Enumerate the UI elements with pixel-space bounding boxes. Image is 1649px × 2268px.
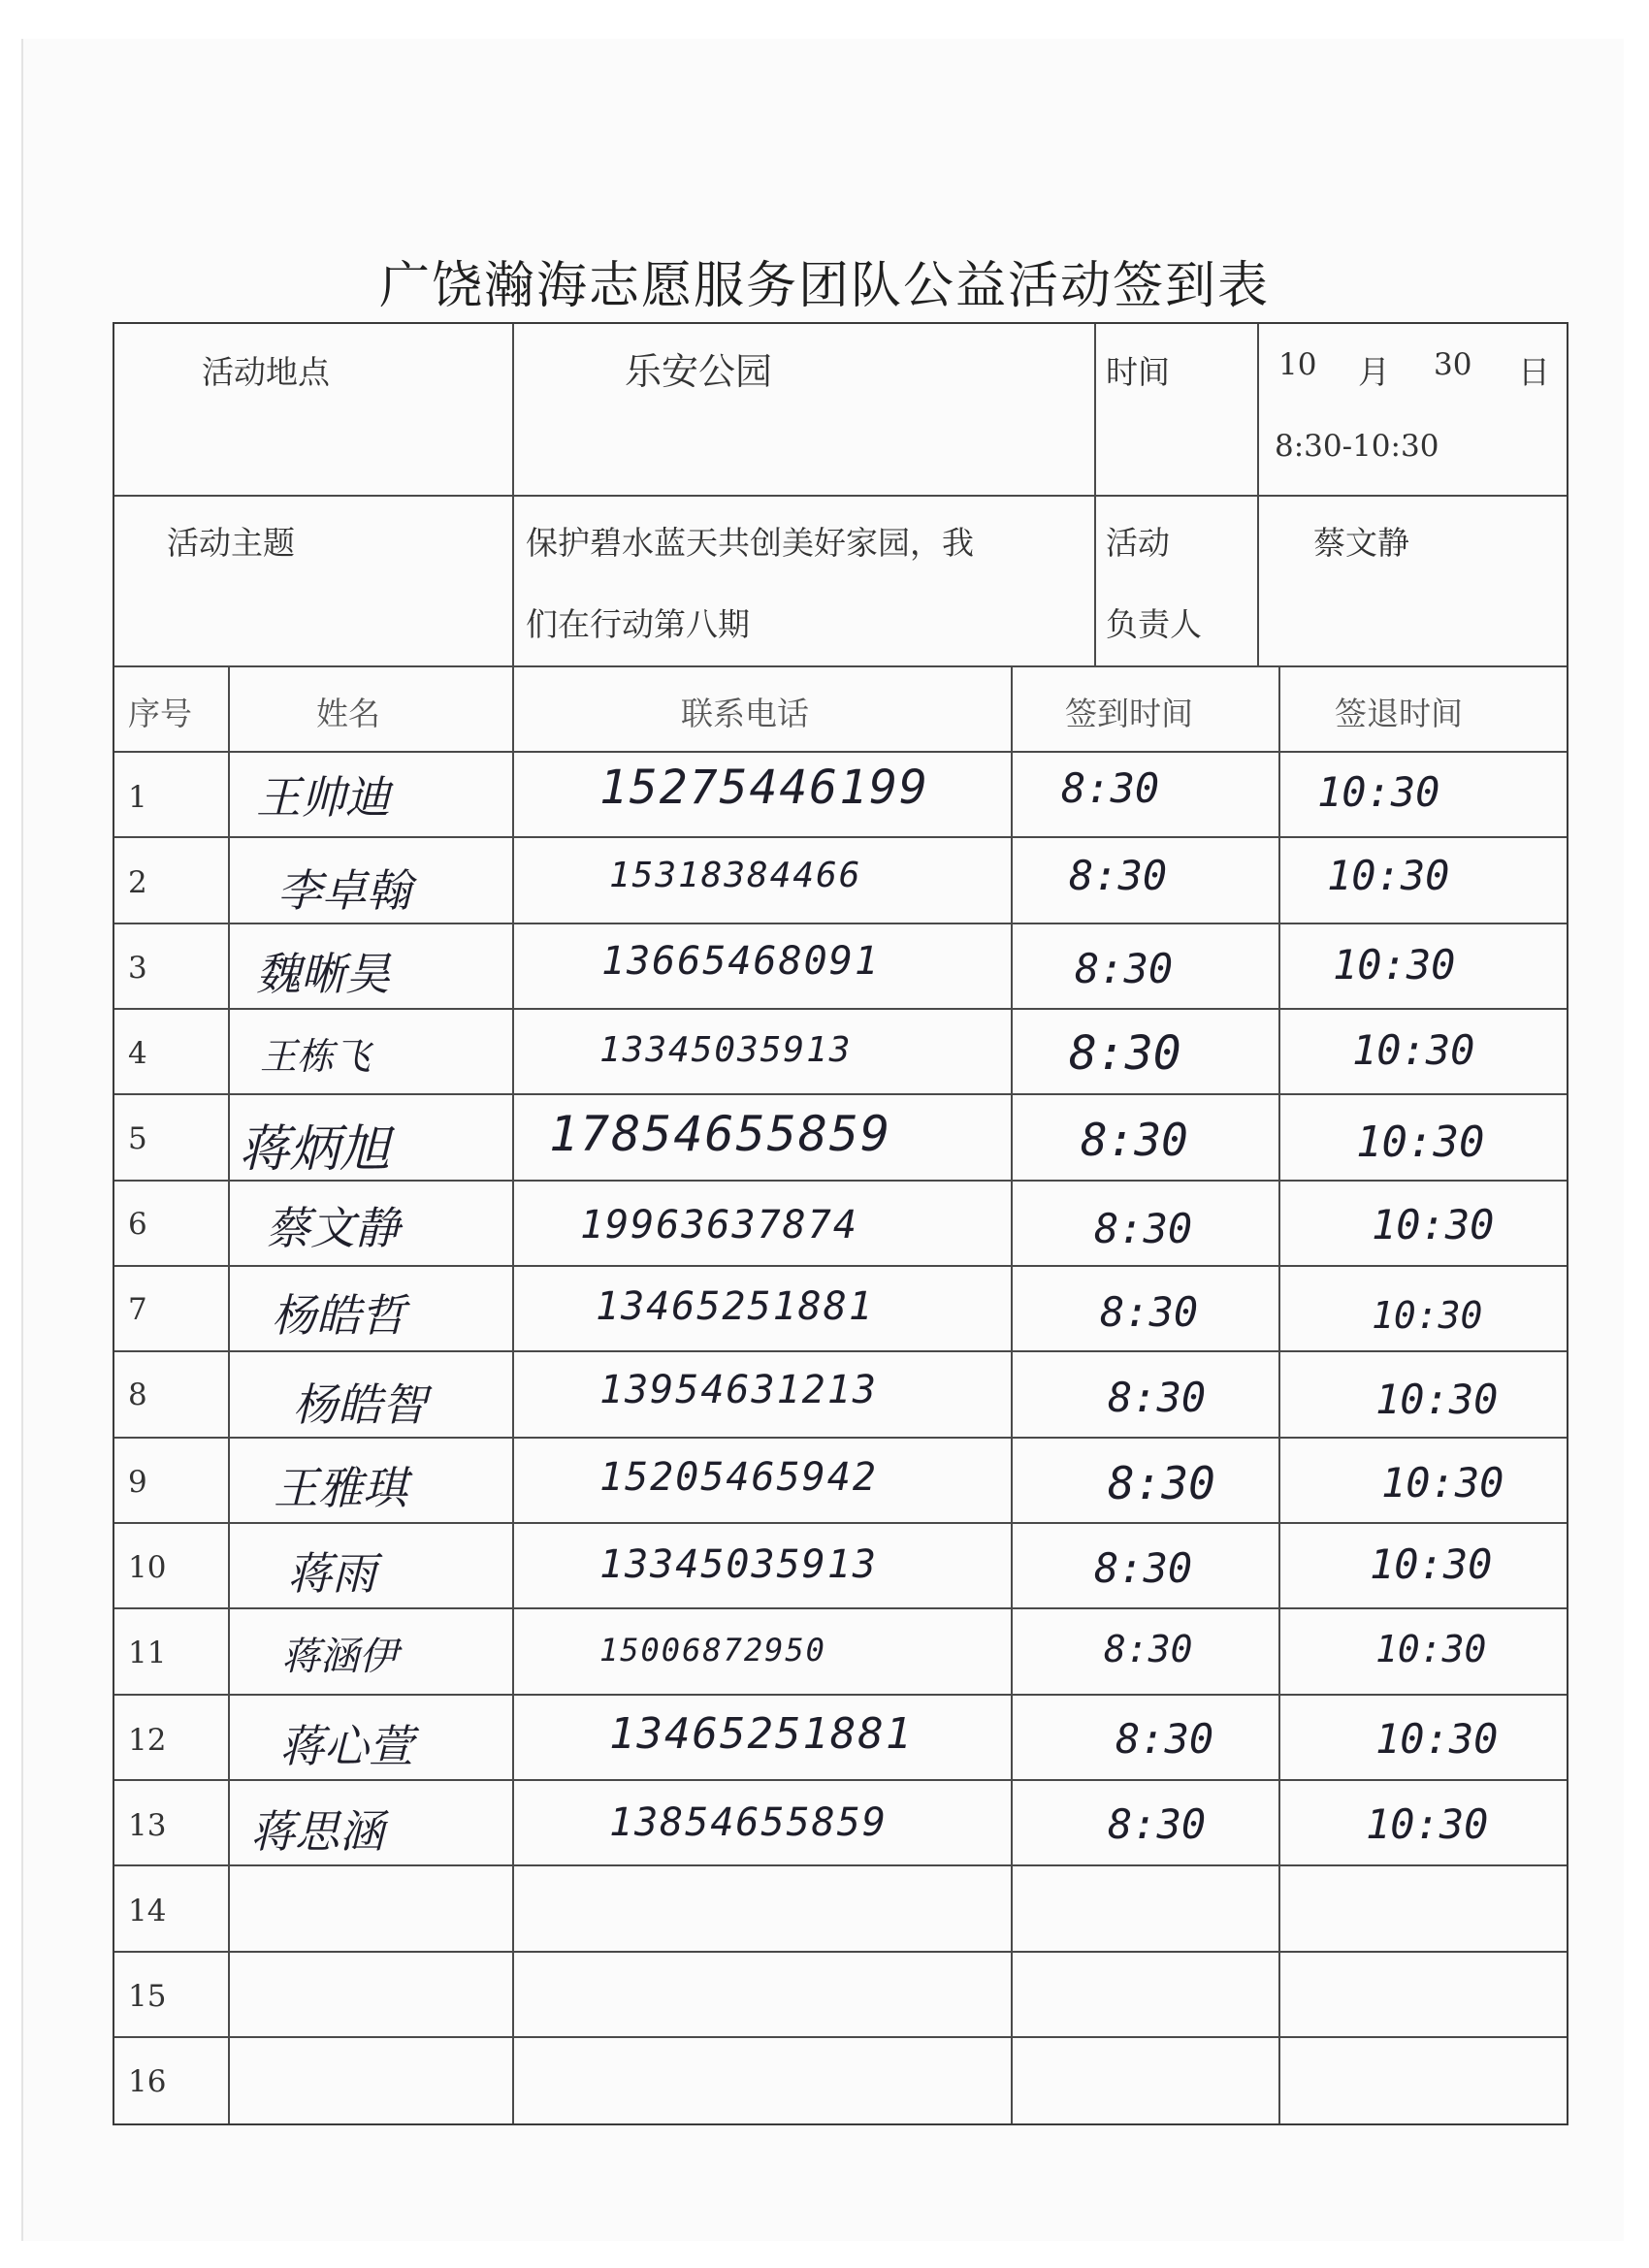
row-phone: 13665468091 (601, 939, 880, 984)
col-header-signin: 签到时间 (1065, 695, 1193, 732)
row-signin: 8:30 (1116, 1715, 1214, 1763)
row-signin: 8:30 (1100, 1288, 1199, 1336)
row-name: 蒋涵伊 (281, 1635, 398, 1679)
location-label: 活动地点 (202, 353, 330, 391)
row-number: 13 (128, 1808, 167, 1843)
rule-row (114, 1350, 1567, 1352)
rule-row (114, 1951, 1567, 1953)
row-signin: 8:30 (1069, 1026, 1181, 1081)
rule-row (114, 1607, 1567, 1609)
col-header-name: 姓名 (316, 695, 380, 732)
row-number: 15 (128, 1979, 167, 2014)
row-signin: 8:30 (1075, 945, 1174, 992)
rule-row (114, 836, 1567, 838)
rule-info-1 (114, 495, 1567, 497)
row-signout: 10:30 (1352, 1026, 1475, 1074)
rule-info-v1 (512, 324, 514, 665)
row-name: 王雅琪 (274, 1462, 407, 1514)
row-signout: 10:30 (1327, 852, 1450, 899)
rule-col-v3 (1011, 665, 1013, 2123)
row-name: 蒋雨 (287, 1547, 376, 1600)
rule-row (114, 1694, 1567, 1696)
row-phone: 13954631213 (599, 1368, 878, 1412)
row-number: 6 (128, 1207, 147, 1242)
rule-row (114, 1779, 1567, 1781)
row-name: 蔡文静 (266, 1202, 400, 1254)
col-header-index: 序号 (128, 695, 192, 732)
row-number: 11 (128, 1636, 167, 1670)
rule-row (114, 1437, 1567, 1439)
row-phone: 13345035913 (599, 1030, 853, 1070)
row-phone: 15275446199 (599, 761, 929, 815)
row-signout: 10:30 (1356, 1118, 1485, 1167)
row-signin: 8:30 (1108, 1374, 1207, 1421)
row-number: 8 (128, 1377, 147, 1412)
row-name: 李卓翰 (277, 864, 411, 917)
rule-col-v1 (228, 665, 230, 2123)
row-name: 蒋炳旭 (239, 1120, 391, 1179)
row-signout: 10:30 (1366, 1800, 1489, 1848)
time-label: 时间 (1106, 353, 1170, 391)
theme-line-1: 保护碧水蓝天共创美好家园，我 (526, 524, 974, 562)
col-header-phone: 联系电话 (681, 695, 809, 732)
row-name: 王帅迪 (256, 771, 390, 824)
row-signout: 10:30 (1372, 1201, 1495, 1248)
rule-info-2 (114, 665, 1567, 667)
row-name: 魏晰昊 (256, 948, 390, 1000)
row-signout: 10:30 (1372, 1294, 1483, 1337)
row-number: 7 (128, 1292, 147, 1327)
rule-col-v2 (512, 665, 514, 2123)
leader-label-2: 负责人 (1106, 605, 1202, 643)
rule-col-v4 (1278, 665, 1280, 2123)
rule-row (114, 1008, 1567, 1010)
row-phone: 15318384466 (609, 856, 862, 895)
rule-row (114, 1522, 1567, 1524)
row-phone: 19963637874 (580, 1203, 858, 1247)
row-number: 16 (128, 2064, 167, 2099)
date-month: 10 (1278, 347, 1317, 382)
row-signin: 8:30 (1069, 852, 1168, 899)
time-range: 8:30-10:30 (1275, 429, 1439, 464)
rule-info-v2 (1094, 324, 1096, 665)
row-name: 蒋思涵 (250, 1805, 384, 1858)
row-number: 2 (128, 865, 147, 900)
rule-col-header (114, 751, 1567, 753)
date-day: 30 (1434, 347, 1472, 382)
row-number: 9 (128, 1465, 147, 1500)
form-title: 广饶瀚海志愿服务团队公益活动签到表 (378, 257, 1270, 315)
row-number: 1 (128, 780, 147, 815)
rule-info-v3 (1257, 324, 1259, 665)
day-char: 日 (1518, 353, 1550, 391)
row-phone: 15205465942 (599, 1455, 878, 1500)
row-signout: 10:30 (1317, 768, 1440, 816)
theme-label: 活动主题 (167, 524, 295, 562)
row-name: 杨皓智 (293, 1378, 427, 1431)
row-number: 14 (128, 1894, 167, 1928)
row-signout: 10:30 (1375, 1628, 1487, 1670)
location-value: 乐安公园 (625, 350, 773, 393)
row-phone: 13465251881 (596, 1284, 874, 1329)
leader-label-1: 活动 (1106, 524, 1170, 562)
row-number: 12 (128, 1723, 167, 1758)
row-name: 杨皓哲 (272, 1289, 405, 1342)
rule-row (114, 923, 1567, 924)
row-signout: 10:30 (1375, 1715, 1499, 1763)
rule-row (114, 1093, 1567, 1095)
rule-row (114, 1864, 1567, 1866)
row-phone: 13854655859 (609, 1800, 888, 1845)
row-signin: 8:30 (1108, 1800, 1207, 1848)
row-phone: 13465251881 (609, 1709, 914, 1759)
row-signin: 8:30 (1094, 1544, 1193, 1592)
row-signin: 8:30 (1061, 764, 1160, 812)
col-header-signout: 签退时间 (1335, 695, 1463, 732)
theme-line-2: 们在行动第八期 (526, 605, 750, 643)
row-signout: 10:30 (1381, 1459, 1504, 1507)
month-char: 月 (1358, 353, 1390, 391)
row-number: 4 (128, 1036, 147, 1071)
row-signout: 10:30 (1333, 941, 1456, 988)
row-phone: 17854655859 (549, 1106, 892, 1162)
row-phone: 15006872950 (599, 1632, 826, 1669)
row-name: 王栋飞 (260, 1035, 372, 1078)
row-name: 蒋心萱 (279, 1720, 413, 1772)
rule-row (114, 1265, 1567, 1267)
row-signin: 8:30 (1081, 1114, 1188, 1166)
row-signin: 8:30 (1108, 1457, 1215, 1509)
row-signout: 10:30 (1370, 1540, 1493, 1588)
signin-table (113, 322, 1568, 2125)
row-signin: 8:30 (1094, 1205, 1193, 1252)
leader-value: 蔡文静 (1313, 524, 1409, 562)
row-phone: 13345035913 (599, 1542, 878, 1587)
row-number: 5 (128, 1121, 147, 1156)
row-signout: 10:30 (1375, 1376, 1499, 1423)
row-signin: 8:30 (1104, 1628, 1193, 1670)
row-number: 10 (128, 1550, 167, 1585)
rule-row (114, 2036, 1567, 2038)
row-number: 3 (128, 951, 147, 986)
